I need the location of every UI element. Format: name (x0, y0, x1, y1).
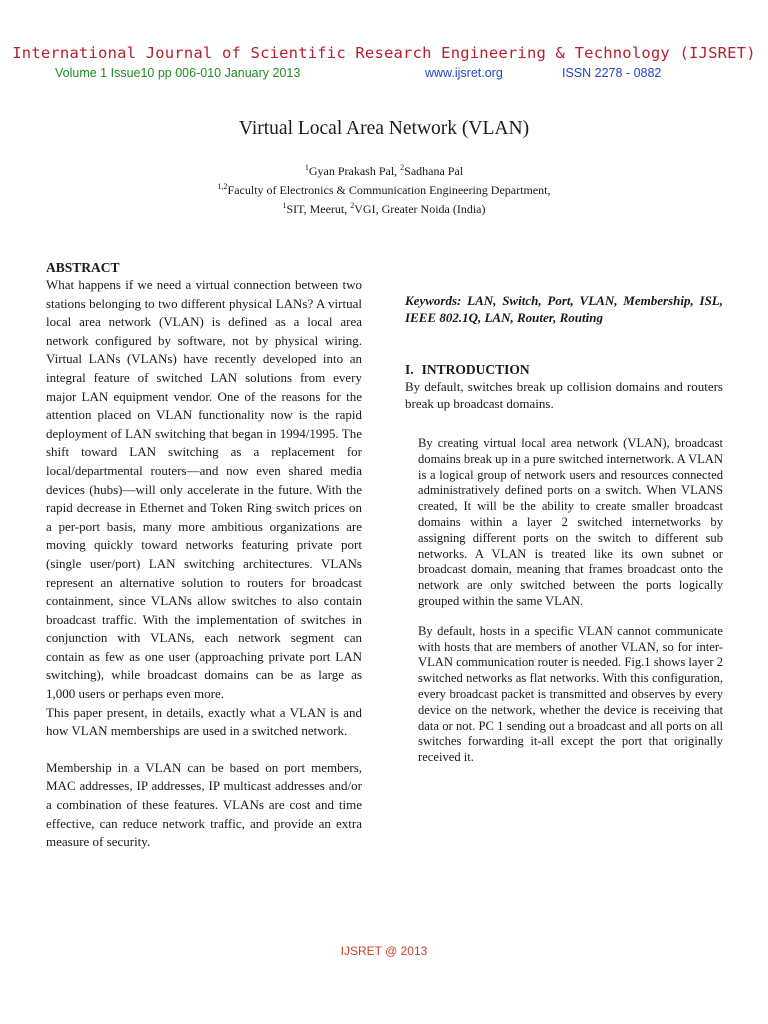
author-block (0, 160, 768, 217)
journal-title: International Journal of Scientific Research Engineering & Technology (IJSRET) (12, 44, 756, 62)
left-column (46, 260, 362, 852)
journal-website-link[interactable]: www.ijsret.org (425, 66, 503, 80)
page-footer: IJSRET @ 2013 (340, 944, 428, 958)
issn-number: ISSN 2278 - 0882 (562, 66, 662, 80)
paper-title: Virtual Local Area Network (VLAN) (238, 118, 530, 139)
abstract-paragraph-2: This paper present, in details, exactly what a VLAN is and how VLAN memberships are used in a switched network. (46, 704, 362, 739)
introduction-paragraph-1: By default, switches break up collision domains and routers break up broadcast domains. (405, 379, 723, 411)
right-column (405, 292, 723, 766)
abstract-paragraph-1: What happens if we need a virtual connection between two stations belonging to two different physical LANs? A virtual local area network (VLAN) is defined as a local area network configured by software, not by physical wiring. Virtual LANs (VLANs) have recently developed into an integral feature of switched LAN solutions from every major LAN equipment vendor. One of the reasons for the attention placed on VLAN functionality now is the rapid deployment of LAN switching that began in 1994/1995. The shift toward LAN switching as a replacement for local/departmental routers—and now even shared media devices (hubs)—will only accelerate in the future. With the rapid decrease in Ethernet and Token Ring switch prices on a per-port basis, many more ambitious organizations are moving quickly toward networks featuring private port (single user/port) LAN switching architectures. VLANs represent an alternative solution to routers for broadcast containment, since VLANs allow switches to also contain broadcast traffic. With the implementation of switches in conjunction with VLANs, each network segment can contain as few as one user (approaching private port LAN switching), while broadcast domains can be as large as 1,000 users or perhaps even more. (46, 277, 362, 702)
introduction-paragraph-2: By creating virtual local area network (VLAN), broadcast domains break up in a pure switched internetwork. A VLAN is a logical group of network users and resources connected administratively defined ports on a switch. When VLANS created, It will be the ability to create smaller broadcast domains within a layer 2 switched internetworks by assigning different ports on the switch to different sub networks. A VLAN is treated like its own subnet or broadcast domain, meaning that frames broadcast onto the network are only switched between the ports logically grouped within the same VLAN. (418, 436, 723, 608)
section-title: INTRODUCTION (421, 362, 530, 377)
introduction-paragraph-3: By default, hosts in a specific VLAN cannot communicate with hosts that are members of another VLAN, so for inter-VLAN communication router is needed. Fig.1 shows layer 2 switched networks as flat networks. With this configuration, every broadcast packet is transmitted and observes by every device on the network, whether the device is receiving that data or not. PC 1 sending out a broadcast and all ports on all switches forwarding it-all except the port that originally received it. (418, 623, 723, 765)
institution-line: $^1$SIT, Meerut, $^2$VGI, Greater Noida (India) (282, 201, 486, 216)
keywords: Keywords: LAN, Switch, Port, VLAN, Membership, ISL, IEEE 802.1Q, LAN, Router, Routing (405, 293, 723, 325)
affiliation-line: $^{1,2}$Faculty of Electronics & Communication Engineering Department, (217, 182, 551, 197)
volume-info: Volume 1 Issue10 pp 006-010 January 2013 (55, 66, 301, 80)
section-number: I. (405, 362, 414, 377)
abstract-heading: ABSTRACT (46, 260, 120, 275)
author-line: $^1$Gyan Prakash Pal, $^2$Sadhana Pal (304, 163, 464, 178)
introduction-heading (405, 362, 723, 378)
abstract-paragraph-3: Membership in a VLAN can be based on port members, MAC addresses, IP addresses, IP multicast addresses and/or a combination of these features. VLANs are cost and time effective, can reduce network traffic, and provide an extra measure of security. (46, 759, 362, 850)
